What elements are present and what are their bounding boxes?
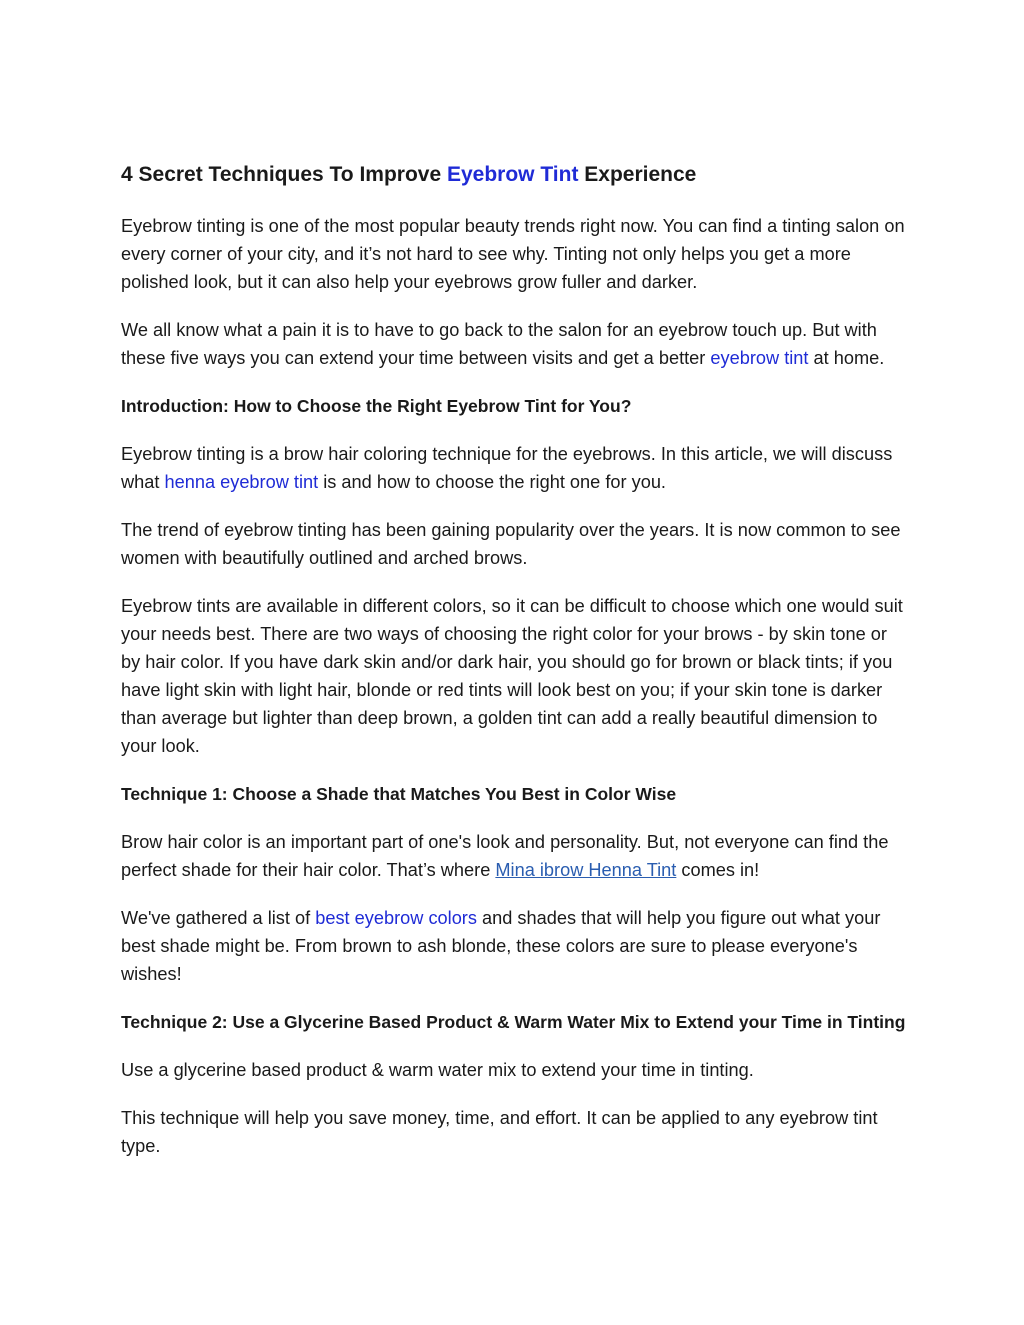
section-intro-p1-text-after: is and how to choose the right one for you. bbox=[318, 472, 666, 492]
technique1-p1-text-after: comes in! bbox=[676, 860, 760, 880]
technique1-p2-text-before: We've gathered a list of bbox=[121, 908, 316, 928]
technique2-paragraph-1: Use a glycerine based product & warm water mix to extend your time in tinting. bbox=[121, 1060, 754, 1080]
intro-p2-text-after: at home. bbox=[808, 348, 885, 368]
article-title bbox=[121, 160, 911, 190]
intro-paragraph-2 bbox=[121, 316, 911, 372]
intro-paragraph-1: Eyebrow tinting is one of the most popular beauty trends right now. You can find a tinting salon on every corner of your city, and it’s not hard to see why. Tinting not only helps you get a more polished look, but it can also help your eyebrows grow fuller and darker. bbox=[121, 216, 905, 292]
title-text-before: 4 Secret Techniques To Improve bbox=[121, 163, 447, 186]
technique1-p2-text-after: and shades that will help you figure out what your best shade might be. From brown to ash blonde, these colors are sure to please everyone's wishes! bbox=[121, 908, 881, 984]
mina-ibrow-henna-tint-link[interactable]: Mina ibrow Henna Tint bbox=[495, 860, 677, 880]
section-intro-paragraph-2: The trend of eyebrow tinting has been gaining popularity over the years. It is now common to see women with beautifully outlined and arched brows. bbox=[121, 520, 901, 568]
document-page bbox=[121, 160, 911, 1180]
section-heading-technique-1: Technique 1: Choose a Shade that Matches You Best in Color Wise bbox=[121, 784, 677, 804]
technique2-paragraph-2: This technique will help you save money, time, and effort. It can be applied to any eyebrow tint type. bbox=[121, 1108, 878, 1156]
intro-p2-text-before: We all know what a pain it is to have to go back to the salon for an eyebrow touch up. But with these five ways you can extend your time between visits and get a better bbox=[121, 320, 877, 368]
henna-eyebrow-tint-link[interactable]: henna eyebrow tint bbox=[164, 472, 319, 492]
technique1-paragraph-1 bbox=[121, 828, 911, 884]
eyebrow-tint-link[interactable]: eyebrow tint bbox=[710, 348, 809, 368]
section-intro-paragraph-3: Eyebrow tints are available in different colors, so it can be difficult to choose which one would suit your needs best. There are two ways of choosing the right color for your brows - by skin tone or by hair color. If you have dark skin and/or dark hair, you should go for brown or black tints; if you have light skin with light hair, blonde or red tints will look best on you; if your skin tone is darker than average but lighter than deep brown, a golden tint can add a really beautiful dimension to your look. bbox=[121, 596, 903, 756]
section-heading-technique-2: Technique 2: Use a Glycerine Based Product & Warm Water Mix to Extend your Time in Tinting bbox=[121, 1012, 906, 1032]
section-heading-introduction: Introduction: How to Choose the Right Eyebrow Tint for You? bbox=[121, 396, 632, 416]
title-keyword: Eyebrow Tint bbox=[446, 163, 579, 186]
section-intro-p1-text-before: Eyebrow tinting is a brow hair coloring technique for the eyebrows. In this article, we will discuss what bbox=[121, 444, 893, 492]
best-eyebrow-colors-link[interactable]: best eyebrow colors bbox=[315, 908, 477, 928]
technique1-paragraph-2 bbox=[121, 904, 911, 988]
technique1-p1-text-before: Brow hair color is an important part of one's look and personality. But, not everyone can find the perfect shade for their hair color. That’s where bbox=[121, 832, 889, 880]
title-text-after: Experience bbox=[578, 163, 697, 186]
section-intro-paragraph-1 bbox=[121, 440, 911, 496]
